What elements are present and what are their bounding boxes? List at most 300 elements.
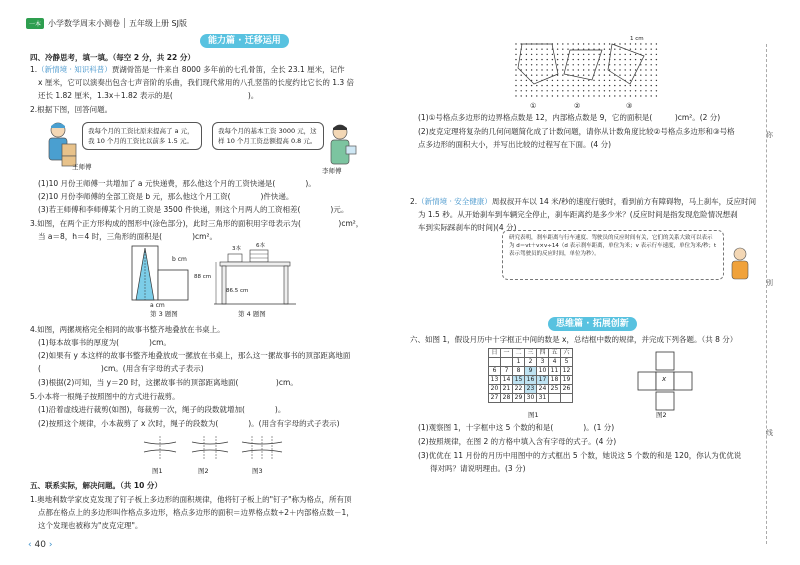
grid-dot	[515, 80, 516, 81]
grid-dot	[578, 43, 579, 44]
grid-dot	[640, 95, 641, 96]
grid-unit-label: 1 cm	[630, 36, 644, 42]
rope-fig1	[144, 436, 176, 460]
rope-fig3	[242, 436, 282, 460]
grid-dot	[541, 49, 542, 50]
grid-dot	[583, 54, 584, 55]
grid-dot	[536, 80, 537, 81]
grid-dot	[625, 59, 626, 60]
grid-dot	[619, 49, 620, 50]
r-q6-line2: (2)按照规律，在图 2 的方格中填入含有字母的式子。(4 分)	[418, 437, 617, 446]
grid-dot	[557, 43, 558, 44]
grid-dot	[552, 54, 553, 55]
q5-line1: 5.小本将一根绳子按照图中的方式进行裁剪。	[30, 392, 180, 401]
grid-dot	[531, 85, 532, 86]
grid-dot	[604, 43, 605, 44]
grid-dot	[588, 85, 589, 86]
grid-dot	[651, 59, 652, 60]
grid-dot	[521, 54, 522, 55]
grid-dot	[625, 54, 626, 55]
grid-dot	[645, 49, 646, 50]
grid-dot	[573, 64, 574, 65]
grid-dot	[614, 64, 615, 65]
grid-dot	[547, 75, 548, 76]
grid-dot	[640, 90, 641, 91]
grid-dot	[614, 59, 615, 60]
grid-dot	[562, 85, 563, 86]
grid-dot	[604, 64, 605, 65]
calendar-cell: 3	[537, 358, 549, 367]
grid-dot	[656, 49, 657, 50]
grid-dot	[515, 75, 516, 76]
calendar-cell: 20	[489, 385, 501, 394]
grid-dot	[630, 75, 631, 76]
grid-dot	[547, 59, 548, 60]
grid-dot	[625, 69, 626, 70]
grade-label: 五年级上册 SJ版	[129, 18, 187, 28]
section-4-title: 四、冷静思考，填一填。（每空 2 分，共 22 分）	[30, 53, 195, 62]
grid-dot	[578, 75, 579, 76]
grid-dot	[552, 75, 553, 76]
grid-dot	[552, 85, 553, 86]
grid-dot	[588, 54, 589, 55]
grid-dot	[521, 59, 522, 60]
grid-dot	[604, 59, 605, 60]
grid-dot	[630, 49, 631, 50]
grid-dot	[599, 43, 600, 44]
q6-line1: 1.奥地利数学家皮克发现了钉子板上多边形的面积规律，他将钉子板上的"钉子"称为格点，所有顶	[30, 495, 352, 504]
grid-dot	[588, 69, 589, 70]
grid-dot	[593, 59, 594, 60]
grid-dot	[521, 90, 522, 91]
grid-dot	[640, 49, 641, 50]
grid-dot	[578, 54, 579, 55]
grid-dot	[547, 64, 548, 65]
q4-line2: (1)每本故事书的厚度为( )cm。	[38, 338, 171, 347]
grid-dot	[567, 95, 568, 96]
grid-dot	[515, 49, 516, 50]
grid-dot	[588, 80, 589, 81]
header	[26, 17, 187, 29]
grid-dot	[614, 80, 615, 81]
grid-dot	[578, 90, 579, 91]
grid-dot	[521, 95, 522, 96]
bubble-li: 我每个月的基本工资 3000 元，这样 10 个月工资总额提高 0.8 元。	[212, 122, 324, 150]
grid-dot	[547, 95, 548, 96]
grid-dot	[588, 90, 589, 91]
grid-dot	[536, 95, 537, 96]
calendar-cell: 25	[549, 385, 561, 394]
braking-formula-note: 研究表明，刹车距离与行车速度、驾驶员的反应时间有关，它们的关系大致可以表示为 d＝vt＋v×v÷14（d 表示刹车距离，单位为米；v 表示行车速度，单位为米/秒；t 表示驾驶员的反应时间，单位为秒）。	[502, 230, 724, 280]
grid-dot	[609, 85, 610, 86]
grid-dot	[588, 95, 589, 96]
calendar-cell: 17	[537, 376, 549, 385]
grid-dot	[526, 54, 527, 55]
grid-dot	[526, 85, 527, 86]
bubble-wang: 我每个月的工资比原来提高了 a 元，我 10 个月的工资比以前多 1.5 元。	[82, 122, 202, 150]
grid-dot	[583, 43, 584, 44]
r-q1-line2: (2)皮克定理将复杂的几何问题简化成了计数问题，请你从计数角度比较②号格点多边形和③号格	[418, 127, 735, 136]
calendar-cell: 21	[501, 385, 513, 394]
grid-dot	[521, 64, 522, 65]
rope-cap1: 图1	[152, 467, 163, 475]
thinking-banner: 思维篇 · 拓展创新	[548, 317, 637, 331]
grid-dot	[614, 49, 615, 50]
grid-dot	[651, 69, 652, 70]
grid-dot	[583, 59, 584, 60]
grid-dot	[619, 59, 620, 60]
grid-dot	[635, 49, 636, 50]
grid-dot	[630, 85, 631, 86]
grid-dot	[573, 90, 574, 91]
grid-dot	[573, 69, 574, 70]
page-number: ‹ 40 ›	[28, 540, 53, 550]
grid-dot	[567, 43, 568, 44]
grid-dot	[645, 95, 646, 96]
calendar-cell: 2	[525, 358, 537, 367]
grid-dot	[578, 64, 579, 65]
grid-dot	[656, 54, 657, 55]
grid-dot	[536, 75, 537, 76]
fig4-88: 88 cm	[194, 274, 212, 280]
grid-dot	[562, 75, 563, 76]
grid-dot	[567, 85, 568, 86]
grid-dot	[515, 90, 516, 91]
calendar-cell: 14	[501, 376, 513, 385]
grid-dot	[656, 80, 657, 81]
calendar-cell: 13	[489, 376, 501, 385]
grid-dot	[619, 43, 620, 44]
grid-dot	[630, 90, 631, 91]
fig3-caption: 第 3 题图	[150, 310, 178, 318]
fig3-b-label: b cm	[172, 256, 187, 263]
grid-dot	[651, 64, 652, 65]
grid-dot	[562, 49, 563, 50]
grid-dot	[599, 75, 600, 76]
grid-dot	[593, 69, 594, 70]
grid-dot	[541, 54, 542, 55]
calendar-cell	[489, 358, 501, 367]
grid-dot	[640, 75, 641, 76]
grid-dot	[645, 64, 646, 65]
grid-dot	[531, 95, 532, 96]
binding-line	[766, 44, 767, 544]
grid-dot	[547, 49, 548, 50]
calendar-header: 六	[561, 349, 573, 358]
grid-dot	[515, 95, 516, 96]
grid-dot	[635, 69, 636, 70]
r-q2-line3: 车到实际踩刹车的时间)(4 分)	[418, 223, 517, 232]
grid-dot	[573, 54, 574, 55]
worker-right-figure	[331, 125, 356, 164]
grid-dot	[651, 85, 652, 86]
grid-dot	[614, 54, 615, 55]
grid-dot	[630, 80, 631, 81]
q2-title: 2.根据下图，回答问题。	[30, 105, 113, 114]
fig4-6books: 6本	[256, 243, 265, 249]
grid-dot	[567, 49, 568, 50]
grid-dot	[651, 54, 652, 55]
grid-label-3: ③	[626, 102, 633, 110]
grid-dot	[593, 90, 594, 91]
grid-dot	[651, 43, 652, 44]
grid-dot	[604, 80, 605, 81]
grid-dot	[531, 59, 532, 60]
grid-dot	[557, 95, 558, 96]
q6-line2: 点都在格点上的多边形叫作格点多边形，格点多边形的面积＝边界格点数÷2＋内部格点数－1，	[38, 508, 354, 517]
calendar-cell: 19	[561, 376, 573, 385]
calendar-cell: 5	[561, 358, 573, 367]
grid-dot	[645, 59, 646, 60]
grid-dot	[604, 49, 605, 50]
calendar-cell: 1	[513, 358, 525, 367]
grid-dot	[651, 75, 652, 76]
grid-dot	[593, 64, 594, 65]
grid-dot	[635, 85, 636, 86]
grid-dot	[656, 59, 657, 60]
fig4-caption: 第 4 题图	[238, 310, 266, 318]
grid-dot	[625, 95, 626, 96]
grid-dot	[625, 85, 626, 86]
grid-dot	[609, 75, 610, 76]
worker-left-figure	[49, 123, 76, 166]
grid-dot	[630, 95, 631, 96]
grid-dot	[651, 90, 652, 91]
grid-dot	[552, 95, 553, 96]
grid-dot	[593, 80, 594, 81]
fig3-a-label: a cm	[150, 302, 165, 309]
grid-dot	[619, 75, 620, 76]
grid-dot	[557, 64, 558, 65]
grid-dot	[645, 80, 646, 81]
grid-dot	[557, 54, 558, 55]
grid-dot	[625, 90, 626, 91]
grid-dot	[541, 64, 542, 65]
grid-dot	[536, 90, 537, 91]
grid-dot	[536, 54, 537, 55]
grid-dot	[619, 85, 620, 86]
rope-cap3: 图3	[252, 467, 263, 475]
grid-dot	[651, 80, 652, 81]
q5-line2: (1)沿着虚线进行裁剪(如图)，每裁剪一次，绳子的段数就增加( )。	[38, 405, 286, 414]
grid-dot	[562, 95, 563, 96]
grid-dot	[645, 54, 646, 55]
grid-dot	[645, 75, 646, 76]
grid-dot	[630, 54, 631, 55]
fig4-3books: 3本	[232, 246, 241, 252]
grid-dot	[614, 69, 615, 70]
q6-line3: 这个发现也被称为"皮克定理"。	[38, 521, 143, 530]
grid-dot	[521, 75, 522, 76]
grid-dot	[635, 95, 636, 96]
grid-dot	[531, 90, 532, 91]
grid-dot	[515, 43, 516, 44]
grid-dot	[562, 64, 563, 65]
q2-sub2: (2)10 月份李师傅的全部工资是 b 元，那么他这个月工资( )件快递。	[38, 192, 294, 201]
grid-dot	[640, 69, 641, 70]
grid-dot	[578, 69, 579, 70]
sidebar-char-1: 你	[766, 131, 773, 139]
q4-line4: ( )cm。(用含有字母的式子表示)	[38, 364, 204, 373]
q2-sub1: (1)10 月份王师傅一共增加了 a 元快递费，那么他这个月的工资快递是( )。	[38, 179, 316, 188]
grid-dot	[515, 69, 516, 70]
grid-dot	[557, 49, 558, 50]
grid-dot	[515, 64, 516, 65]
pick-dot-grid	[512, 40, 662, 102]
grid-dot	[531, 49, 532, 50]
grid-dot	[630, 59, 631, 60]
grid-dot	[604, 90, 605, 91]
q4-line3: (2)如果有 y 本这样的故事书整齐地叠放成一摞放在书桌上，那么这一摞故事书的顶部距离地面	[38, 351, 351, 360]
section-6-title: 六、如图 1，假设月历中十字框正中间的数是 x，总结框中数的规律，并完成下列各题。（共 8 分）	[410, 335, 738, 344]
grid-dot	[609, 43, 610, 44]
grid-dot	[541, 85, 542, 86]
brand-logo: 一本	[26, 18, 44, 29]
grid-dot	[567, 80, 568, 81]
grid-dot	[521, 85, 522, 86]
grid-dot	[567, 64, 568, 65]
grid-dot	[541, 95, 542, 96]
calendar-cell: 12	[561, 367, 573, 376]
grid-dot	[656, 69, 657, 70]
grid-dot	[656, 64, 657, 65]
grid-dot	[599, 95, 600, 96]
grid-label-2: ②	[574, 102, 581, 110]
grid-dot	[573, 85, 574, 86]
grid-dot	[645, 90, 646, 91]
calendar-header: 一	[501, 349, 513, 358]
grid-dot	[536, 69, 537, 70]
rope-cap2: 图2	[198, 467, 209, 475]
r-q6-line1: (1)观察图 1，十字框中这 5 个数的和是( )。(1 分)	[418, 423, 615, 432]
grid-dot	[552, 90, 553, 91]
cross-caption: 图2	[656, 411, 667, 419]
grid-dot	[630, 69, 631, 70]
grid-dot	[562, 54, 563, 55]
grid-dot	[609, 95, 610, 96]
calendar-cell: 27	[489, 394, 501, 403]
grid-dot	[599, 90, 600, 91]
grid-dot	[526, 90, 527, 91]
grid-dot	[656, 85, 657, 86]
section-5-title: 五、联系实际，解决问题。（共 10 分）	[30, 481, 162, 490]
calendar-header: 五	[549, 349, 561, 358]
grid-dot	[599, 80, 600, 81]
grid-dot	[593, 43, 594, 44]
grid-dot	[567, 90, 568, 91]
grid-dot	[619, 54, 620, 55]
grid-dot	[531, 69, 532, 70]
grid-dot	[599, 85, 600, 86]
grid-dot	[526, 69, 527, 70]
q3-line2: 当 a＝8，h＝4 时，三角形的面积是( )cm²。	[38, 232, 217, 241]
grid-dot	[562, 90, 563, 91]
grid-dot	[573, 80, 574, 81]
grid-dot	[583, 75, 584, 76]
grid-dot	[526, 64, 527, 65]
grid-dot	[604, 85, 605, 86]
q3-line1: 3.如图，在两个正方形构成的图形中(涂色部分)，此时三角形的面积用字母表示为( )cm²，	[30, 219, 364, 228]
grid-dot	[640, 85, 641, 86]
rope-figures	[140, 432, 290, 464]
grid-dot	[588, 43, 589, 44]
grid-dot	[619, 69, 620, 70]
fig4-books	[210, 244, 300, 310]
grid-dot	[583, 95, 584, 96]
calendar-cell	[549, 394, 561, 403]
grid-dot	[526, 59, 527, 60]
grid-dot	[619, 80, 620, 81]
grid-dot	[578, 80, 579, 81]
calendar-header: 四	[537, 349, 549, 358]
grid-dot	[557, 85, 558, 86]
grid-dot	[635, 90, 636, 91]
grid-dot	[583, 64, 584, 65]
grid-dot	[609, 80, 610, 81]
calendar-cell	[501, 358, 513, 367]
calendar-cell: 4	[549, 358, 561, 367]
grid-dot	[515, 54, 516, 55]
grid-dot	[578, 95, 579, 96]
grid-dot	[541, 75, 542, 76]
grid-dot	[645, 43, 646, 44]
grid-dot	[531, 54, 532, 55]
calendar-cell: 9	[525, 367, 537, 376]
grid-dot	[604, 95, 605, 96]
grid-dot	[557, 80, 558, 81]
series-title: 小学数学周末小测卷	[48, 18, 121, 28]
calendar-cell: 11	[549, 367, 561, 376]
grid-dot	[599, 54, 600, 55]
grid-dot	[635, 59, 636, 60]
fig4-865: 86.5 cm	[226, 288, 249, 294]
grid-dot	[656, 90, 657, 91]
grid-dot	[521, 80, 522, 81]
grid-dot	[547, 80, 548, 81]
grid-dot	[583, 90, 584, 91]
q2-sub3: (3)若王师傅和李师傅某个月的工资是 3500 件快递，则这个月两人的工资相差( )元。	[38, 205, 349, 214]
grid-dot	[645, 69, 646, 70]
grid-dot	[552, 69, 553, 70]
grid-dot	[541, 59, 542, 60]
grid-dot	[656, 75, 657, 76]
q4-line1: 4.如图，两摞规格完全相同的故事书整齐地叠放在书桌上。	[30, 325, 225, 334]
q5-line3: (2)按照这个规律，小本裁剪了 x 次时，绳子的段数为( )。(用含有字母的式子表示)	[38, 419, 340, 428]
r-q1-line3: 点多边形的面积大小，并写出比较的过程写在下面。(4 分)	[418, 140, 612, 149]
grid-dot	[531, 64, 532, 65]
calendar-cell: 24	[537, 385, 549, 394]
grid-dot	[526, 95, 527, 96]
cross-center-x: x	[662, 375, 667, 383]
calendar-cell: 23	[525, 385, 537, 394]
grid-dot	[547, 54, 548, 55]
grid-dot	[599, 69, 600, 70]
grid-dot	[614, 85, 615, 86]
calendar-cell: 28	[501, 394, 513, 403]
grid-dot	[541, 90, 542, 91]
grid-dot	[619, 90, 620, 91]
grid-dot	[515, 85, 516, 86]
rope-fig2	[192, 436, 228, 460]
r-q6-line3: (3)优优在 11 月份的月历中用图中的方式框出 5 个数，她说这 5 个数的和是 120，你认为优优说	[418, 451, 742, 460]
grid-dot	[526, 80, 527, 81]
name-wang: 王师傅	[72, 163, 92, 171]
grid-dot	[640, 59, 641, 60]
grid-dot	[609, 49, 610, 50]
calendar-header: 三	[525, 349, 537, 358]
grid-dot	[656, 43, 657, 44]
grid-dot	[619, 64, 620, 65]
